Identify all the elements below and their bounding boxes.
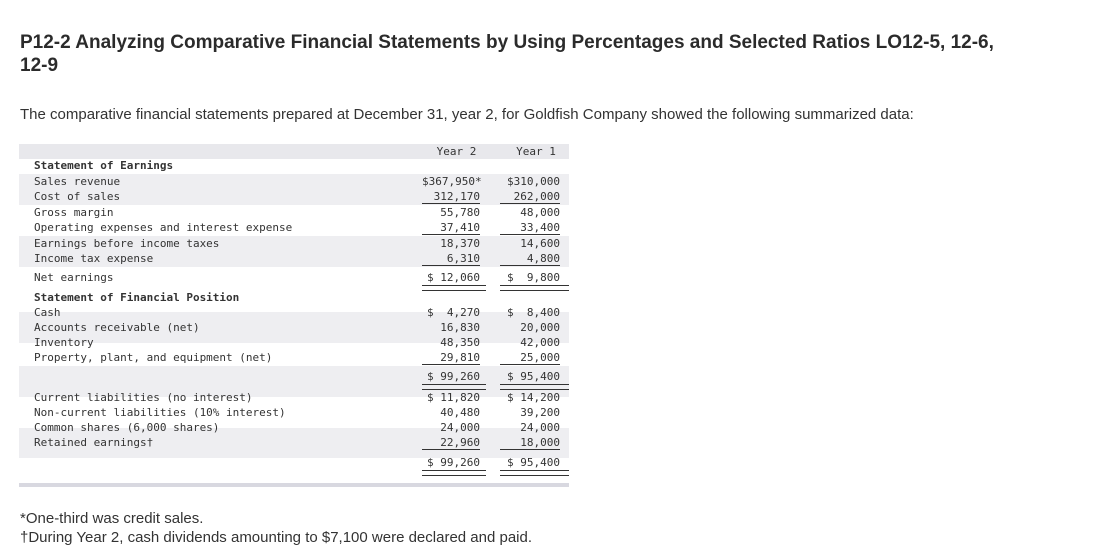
- year1-value: $ 8,400: [507, 306, 560, 319]
- liabilities-total-row: [19, 455, 569, 470]
- row-label: Property, plant, and equipment (net): [34, 351, 273, 364]
- year2-value: $367,950*: [422, 175, 482, 188]
- row-label: Earnings before income taxes: [34, 237, 220, 250]
- row-label: Non-current liabilities (10% interest): [34, 406, 286, 419]
- year1-value: 42,000: [520, 336, 560, 349]
- year1-value: 25,000: [500, 350, 560, 365]
- table-row: [19, 189, 569, 204]
- year1-value: $310,000: [507, 175, 560, 188]
- year2-value: 48,350: [440, 336, 480, 349]
- double-underline: [422, 470, 486, 476]
- year2-value: 18,370: [440, 237, 480, 250]
- row-label: Sales revenue: [34, 175, 121, 188]
- year2-value: 24,000: [440, 421, 480, 434]
- year2-value: 37,410: [422, 220, 480, 235]
- year1-value: $ 9,800: [507, 271, 560, 284]
- intro-text: The comparative financial statements prepared at December 31, year 2, for Goldfish Company showed the following summarized data:: [20, 106, 914, 123]
- footnote-dividends: †During Year 2, cash dividends amounting to $7,100 were declared and paid.: [20, 529, 533, 546]
- table-row: [19, 335, 569, 350]
- assets-total-row: [19, 369, 569, 384]
- year2-value: 55,780: [440, 206, 480, 219]
- table-row: [19, 390, 569, 405]
- year2-value: 22,960: [422, 435, 480, 450]
- year2-value: $ 4,270: [427, 306, 480, 319]
- row-label: Cash: [34, 306, 61, 319]
- table-row: [19, 270, 569, 285]
- year1-value: 20,000: [520, 321, 560, 334]
- row-label: Common shares (6,000 shares): [34, 421, 220, 434]
- problem-title: P12-2 Analyzing Comparative Financial Statements by Using Percentages and Selected Ratios LO12-5, 12-6, 12-9: [20, 32, 994, 76]
- table-row: [19, 320, 569, 335]
- year1-value: $ 14,200: [507, 391, 560, 404]
- table-row: [19, 236, 569, 251]
- footnote-credit-sales: *One-third was credit sales.: [20, 510, 204, 527]
- position-heading-row: [19, 290, 569, 305]
- year1-value: 262,000: [500, 189, 560, 204]
- year1-value: 18,000: [500, 435, 560, 450]
- year2-value: 29,810: [422, 350, 480, 365]
- double-underline: [500, 470, 569, 476]
- year1-value: 33,400: [500, 220, 560, 235]
- year2-value: 16,830: [440, 321, 480, 334]
- year2-total: $ 99,260: [427, 370, 480, 383]
- row-label: Net earnings: [34, 271, 114, 284]
- position-heading: Statement of Financial Position: [34, 291, 240, 304]
- year2-value: $ 11,820: [427, 391, 480, 404]
- year1-value: 39,200: [520, 406, 560, 419]
- table-row: [19, 174, 569, 189]
- year1-total: $ 95,400: [507, 456, 560, 469]
- year1-value: 24,000: [520, 421, 560, 434]
- earnings-heading: Statement of Earnings: [34, 159, 174, 172]
- year2-value: $ 12,060: [427, 271, 480, 284]
- table-row: [19, 420, 569, 435]
- row-label: Income tax expense: [34, 252, 154, 265]
- year1-value: 48,000: [520, 206, 560, 219]
- row-label: Current liabilities (no interest): [34, 391, 253, 404]
- row-label: Gross margin: [34, 206, 114, 219]
- financial-statements-table: [19, 144, 569, 487]
- year1-value: 4,800: [500, 251, 560, 266]
- row-label: Inventory: [34, 336, 94, 349]
- table-row: [19, 435, 569, 450]
- table-row: [19, 220, 569, 235]
- year2-value: 40,480: [440, 406, 480, 419]
- row-label: Accounts receivable (net): [34, 321, 200, 334]
- year1-value: 14,600: [520, 237, 560, 250]
- earnings-heading-row: [19, 158, 569, 173]
- year2-value: 312,170: [422, 189, 480, 204]
- year1-total: $ 95,400: [507, 370, 560, 383]
- row-label: Cost of sales: [34, 190, 121, 203]
- table-row: [19, 251, 569, 266]
- year2-value: 6,310: [422, 251, 480, 266]
- table-row: [19, 205, 569, 220]
- column-header-year2: Year 2: [436, 145, 477, 158]
- table-row: [19, 305, 569, 320]
- row-label: Retained earnings†: [34, 436, 154, 449]
- table-row: [19, 350, 569, 365]
- year2-total: $ 99,260: [427, 456, 480, 469]
- row-label: Operating expenses and interest expense: [34, 221, 293, 234]
- column-header-year1: Year 1: [516, 145, 556, 158]
- table-row: [19, 405, 569, 420]
- table-bottom-bar: [19, 483, 569, 487]
